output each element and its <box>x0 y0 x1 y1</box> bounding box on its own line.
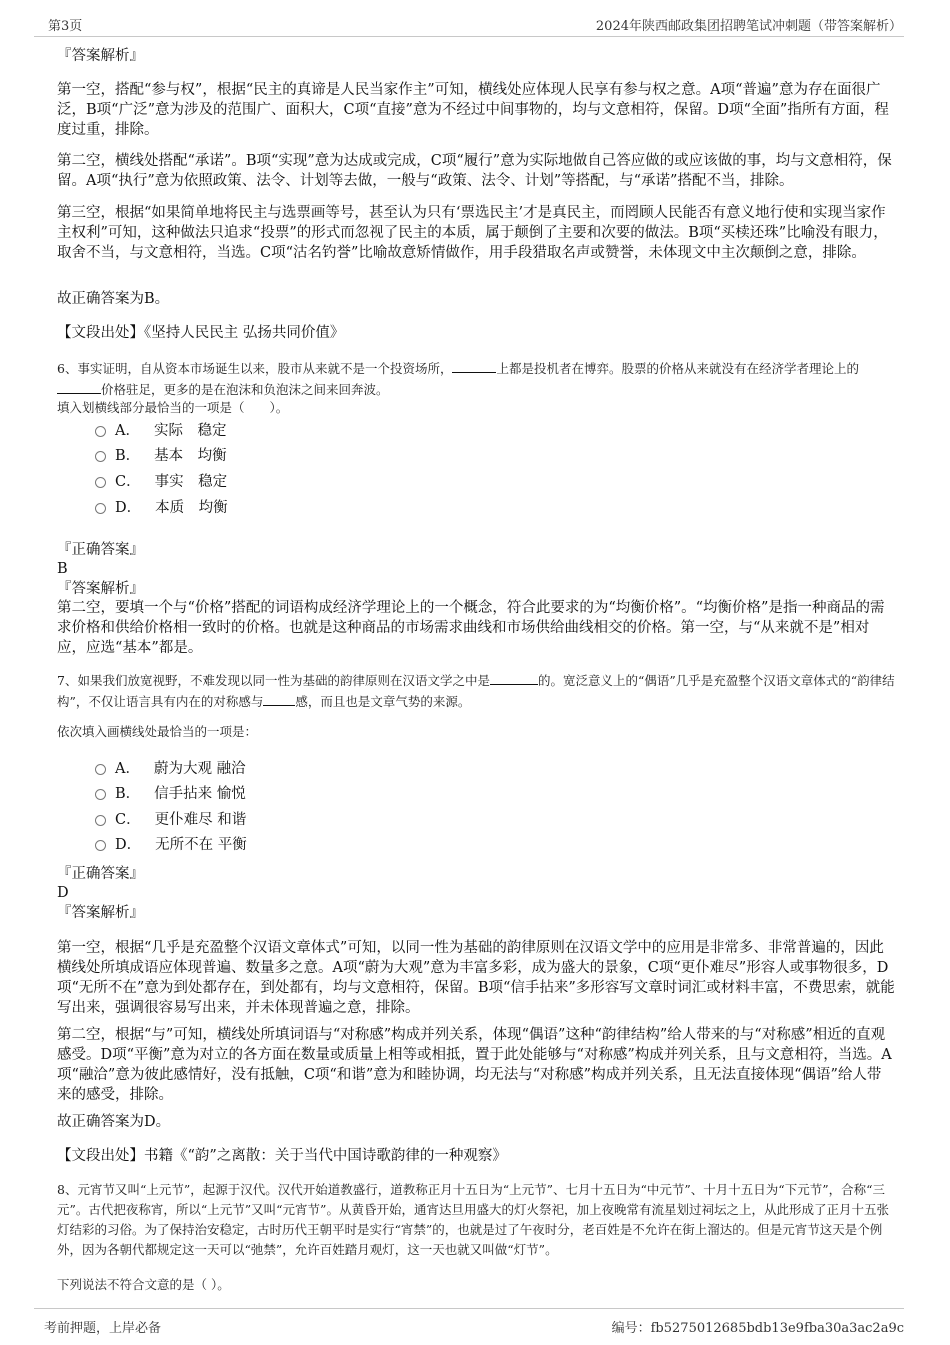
footer-slogan: 考前押题，上岸必备 <box>44 1321 162 1336</box>
q7-conclusion: 故正确答案为D。 <box>57 1114 171 1130</box>
q7-source: 【文段出处】书籍《“韵”之离散：关于当代中国诗歌韵律的一种观察》 <box>57 1148 507 1164</box>
q6-analysis: 第二空，要填一个与“价格”搭配的词语构成经济学理论上的一个概念，符合此要求的为“均衡价格”。“均衡价格”是指一种商品的需求价格和供给价格相一致时的价格。也就是这种商品的市场需求曲线和市场供给曲线相交的价格。第一空，与“从来就不是”相对应，应选“基本”都是。 <box>57 600 885 656</box>
radio-icon[interactable] <box>95 764 106 775</box>
radio-icon[interactable] <box>95 426 106 437</box>
q7-stem: 7、如果我们放宽视野，不难发现以同一性为基础的韵律原则在汉语文学之中是 的。宽泛意义上的“偶语”几乎是充盈整个汉语文章体式的“韵律结构”，不仅让语言具有内在的对称感与 感，而且也是文章气势的来源。 <box>57 670 895 712</box>
q7-analysis-p1: 第一空，根据“几乎是充盈整个汉语文章体式”可知，以同一性为基础的韵律原则在汉语文学中的应用是非常多、非常普遍的，因此横线处所填成语应体现普遍、数量多之意。A项“蔚为大观”意为丰富多彩，成为盛大的景象，C项“更仆难尽”形容人或事物很多，D项“无所不在”意为到处都存在，到处都有，均与文意相符，保留。B项“信手拈来”多形容写文章时词汇或材料丰富，不费思索，就能写出来，强调很容易写出来，并未体现普遍之意，排除。 <box>57 940 895 1016</box>
q8-stem: 8、元宵节又叫“上元节”，起源于汉代。汉代开始道教盛行，道教称正月十五日为“上元节”、七月十五日为“中元节”、十月十五日为“下元节”，合称“三元”。古代把夜称宵，所以“上元节”又叫“元宵节”。从黄昏开始，通宵达旦用盛大的灯火祭祀，加上夜晚常有流星划过祠坛之上，从此形成了正月十五张灯结彩的习俗。为了保持治安稳定，古时历代王朝平时是实行“宵禁”的，也就是过了午夜时分，老百姓是不允许在街上溜达的。但是元宵节这天是个例外，因为各朝代都规定这一天可以“弛禁”，允许百姓踏月观灯，这一天也就又叫做“灯节”。 <box>57 1182 889 1257</box>
q7-answer-tag: 『正确答案』 <box>57 866 144 882</box>
radio-icon[interactable] <box>95 477 106 488</box>
q7-answer: D <box>57 885 69 901</box>
q7-option-a[interactable]: A． 蔚为大观 融洽 <box>95 758 246 780</box>
q6-option-a[interactable]: A． 实际 稳定 <box>95 420 226 442</box>
page-header <box>34 8 904 37</box>
q5-conclusion: 故正确答案为B。 <box>57 291 170 307</box>
page-footer <box>34 1308 904 1339</box>
q5-source: 【文段出处】《坚持人民民主 弘扬共同价值》 <box>57 325 345 341</box>
q6-option-d[interactable]: D． 本质 均衡 <box>95 497 228 519</box>
q6-option-c[interactable]: C． 事实 稳定 <box>95 471 227 493</box>
page-number: 第3页 <box>48 19 83 34</box>
q8-prompt: 下列说法不符合文意的是（ ）。 <box>57 1277 230 1292</box>
radio-icon[interactable] <box>95 451 106 462</box>
q6-stem: 6、事实证明，自从资本市场诞生以来，股市从来就不是一个投资场所， 上都是投机者在博弈。股票的价格从来就没有在经济学者理论上的价格驻足，更多的是在泡沫和负泡沫之间来回奔波。 <box>57 358 895 400</box>
q7-analysis-tag: 『答案解析』 <box>57 905 144 921</box>
q5-analysis-tag: 『答案解析』 <box>57 48 144 64</box>
q7-prompt: 依次填入画横线处最恰当的一项是： <box>57 724 258 739</box>
q5-analysis-p1: 第一空，搭配“参与权”，根据“民主的真谛是人民当家作主”可知，横线处应体现人民享有参与权之意。A项“普遍”意为存在面很广泛，B项“广泛”意为涉及的范围广、面积大，C项“直接”意为不经过中间事物的，均与文意相符，保留。D项“全面”指所有方面，程度过重，排除。 <box>57 82 889 138</box>
q6-prompt: 填入划横线部分最恰当的一项是（ ）。 <box>57 400 289 415</box>
radio-icon[interactable] <box>95 815 106 826</box>
q5-analysis-p3: 第三空，根据“如果简单地将民主与选票画等号，甚至认为只有‘票选民主’才是真民主，而罔顾人民能否有意义地行使和实现当家作主权利”可知，这种做法只追求“投票”的形式而忽视了民主的本质，属于颠倒了主要和次要的做法。B项“买椟还珠”比喻没有眼力，取舍不当，与文意相符，当选。C项“沽名钓誉”比喻故意矫情做作，用手段猎取名声或赞誉，未体现文中主次颠倒之意，排除。 <box>57 205 888 261</box>
radio-icon[interactable] <box>95 789 106 800</box>
document-serial: 编号：fb5275012685bdb13e9fba30a3ac2a9c <box>611 1321 904 1336</box>
q7-option-b[interactable]: B． 信手拈来 愉悦 <box>95 783 246 805</box>
q6-analysis-tag: 『答案解析』 <box>57 581 144 597</box>
q6-answer-tag: 『正确答案』 <box>57 542 144 558</box>
q7-analysis-p2: 第二空，根据“与”可知，横线处所填词语与“对称感”构成并列关系，体现“偶语”这种“韵律结构”给人带来的与“对称感”相近的直观感受。D项“平衡”意为对立的各方面在数量或质量上相等或相抵，置于此处能够与“对称感”构成并列关系，且与文意相符，当选。A项“融洽”意为彼此感情好，没有抵触，C项“和谐”意为和睦协调，均无法与“对称感”构成并列关系，且无法直接体现“偶语”给人带来的感受，排除。 <box>57 1027 892 1103</box>
blank-1 <box>490 670 538 685</box>
radio-icon[interactable] <box>95 503 106 514</box>
blank-2 <box>57 379 101 394</box>
blank-1 <box>452 358 496 373</box>
q7-option-d[interactable]: D． 无所不在 平衡 <box>95 834 247 856</box>
q6-option-b[interactable]: B． 基本 均衡 <box>95 445 227 467</box>
q5-analysis-p2: 第二空，横线处搭配“承诺”。B项“实现”意为达成或完成，C项“履行”意为实际地做自己答应做的或应该做的事，均与文意相符，保留。A项“执行”意为依照政策、法令、计划等去做，一般与“政策、法令、计划”等搭配，与“承诺”搭配不当，排除。 <box>57 153 892 189</box>
blank-2 <box>263 691 295 706</box>
document-title: 2024年陕西邮政集团招聘笔试冲刺题（带答案解析） <box>595 19 902 34</box>
radio-icon[interactable] <box>95 840 106 851</box>
q6-answer: B <box>57 561 68 577</box>
q7-option-c[interactable]: C． 更仆难尽 和谐 <box>95 809 246 831</box>
